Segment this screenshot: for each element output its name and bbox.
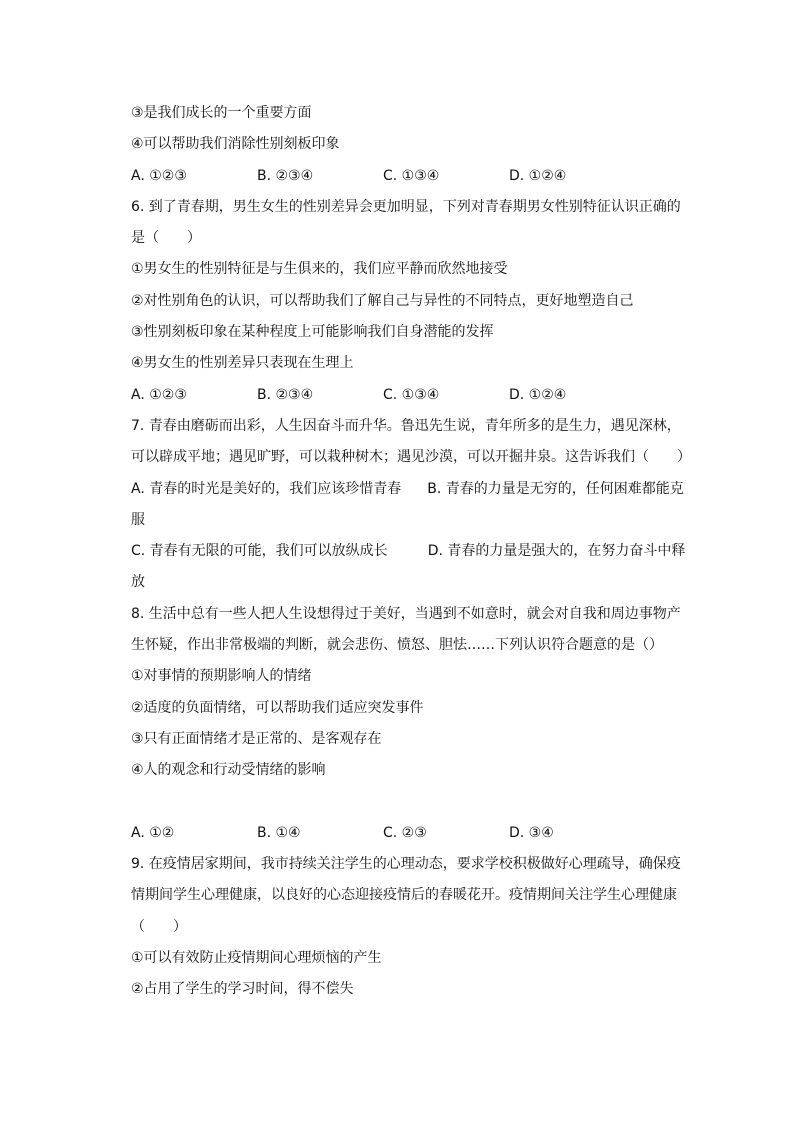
q9-statement-2: ②占用了学生的学习时间，得不偿失 — [131, 981, 354, 998]
q8-options — [131, 818, 701, 849]
q8-option-d: D. ③④ — [509, 824, 554, 841]
q8-option-a: A. ①② — [131, 824, 175, 841]
q7-option-b: B. 青春的力量是无穷的，任何困难都能克 — [427, 480, 684, 497]
q7-stem-line1: 7. 青春由磨砺而出彩，人生因奋斗而升华。鲁迅先生说，青年所多的是生力，遇见深林， — [131, 417, 681, 434]
q9-stem-line3: （ ） — [131, 918, 187, 935]
q8-statement-1: ①对事情的预期影响人的情绪 — [131, 668, 312, 685]
exam-content — [131, 98, 701, 1006]
prev-options — [131, 161, 701, 192]
q8-statement-3: ③只有正面情绪才是正常的、是客观存在 — [131, 730, 382, 747]
blank-spacer — [131, 787, 701, 818]
q6-statement-1: ①男女生的性别特征是与生俱来的，我们应平静而欣然地接受 — [131, 261, 508, 278]
q7-options-row1 — [131, 474, 701, 505]
q8-option-c: C. ②③ — [383, 824, 427, 841]
prev-option-b: B. ②③④ — [257, 167, 314, 184]
q8-statement-2: ②适度的负面情绪，可以帮助我们适应突发事件 — [131, 699, 424, 716]
q8-statement-4: ④人的观念和行动受情绪的影响 — [131, 762, 326, 779]
q6-stem-line1: 6. 到了青春期，男生女生的性别差异会更加明显，下列对青春期男女性别特征认识正确的 — [131, 198, 681, 215]
prev-option-a: A. ①②③ — [131, 167, 187, 184]
q6-option-c: C. ①③④ — [383, 386, 440, 403]
q6-option-d: D. ①②④ — [509, 386, 567, 403]
q7-option-d-continuation: 放 — [131, 574, 145, 591]
q8-stem-line1: 8. 生活中总有一些人把人生设想得过于美好，当遇到不如意时，就会对自我和周边事物产 — [131, 605, 681, 622]
q6-option-b: B. ②③④ — [257, 386, 314, 403]
q9-stem-line2: 情期间学生心理健康，以良好的心态迎接疫情后的春暖花开。疫情期间关注学生心理健康 — [131, 887, 677, 904]
q6-statement-3: ③性别刻板印象在某种程度上可能影响我们自身潜能的发挥 — [131, 324, 494, 341]
q9-stem-line1: 9. 在疫情居家期间，我市持续关注学生的心理动态，要求学校积极做好心理疏导，确保疫 — [131, 856, 681, 873]
q6-option-a: A. ①②③ — [131, 386, 187, 403]
q7-options-row2 — [131, 536, 701, 567]
q7-option-c: C. 青春有无限的可能，我们可以放纵成长 — [131, 543, 388, 560]
prev-option-c: C. ①③④ — [383, 167, 440, 184]
q9-statement-1: ①可以有效防止疫情期间心理烦恼的产生 — [131, 950, 382, 967]
q8-stem-line2: 生怀疑，作出非常极端的判断，就会悲伤、愤怒、胆怯……下列认识符合题意的是（） — [131, 637, 663, 654]
prev-statement-4: ④可以帮助我们消除性别刻板印象 — [131, 136, 340, 153]
q6-stem-line2: 是（ ） — [131, 230, 201, 247]
q7-option-b-continuation: 服 — [131, 511, 145, 528]
q7-option-d: D. 青春的力量是强大的，在努力奋斗中释 — [427, 543, 686, 560]
prev-statement-3: ③是我们成长的一个重要方面 — [131, 105, 312, 121]
q8-option-b: B. ①④ — [257, 824, 301, 841]
prev-option-d: D. ①②④ — [509, 167, 567, 184]
q7-stem-line2: 可以辟成平地；遇见旷野，可以栽种树木；遇见沙漠，可以开掘井泉。这告诉我们（ ） — [131, 449, 691, 466]
q6-statement-4: ④男女生的性别差异只表现在生理上 — [131, 355, 354, 372]
q7-option-a: A. 青春的时光是美好的，我们应该珍惜青春 — [131, 480, 402, 497]
q6-statement-2: ②对性别角色的认识，可以帮助我们了解自己与异性的不同特点，更好地塑造自己 — [131, 292, 634, 309]
q6-options — [131, 380, 701, 411]
